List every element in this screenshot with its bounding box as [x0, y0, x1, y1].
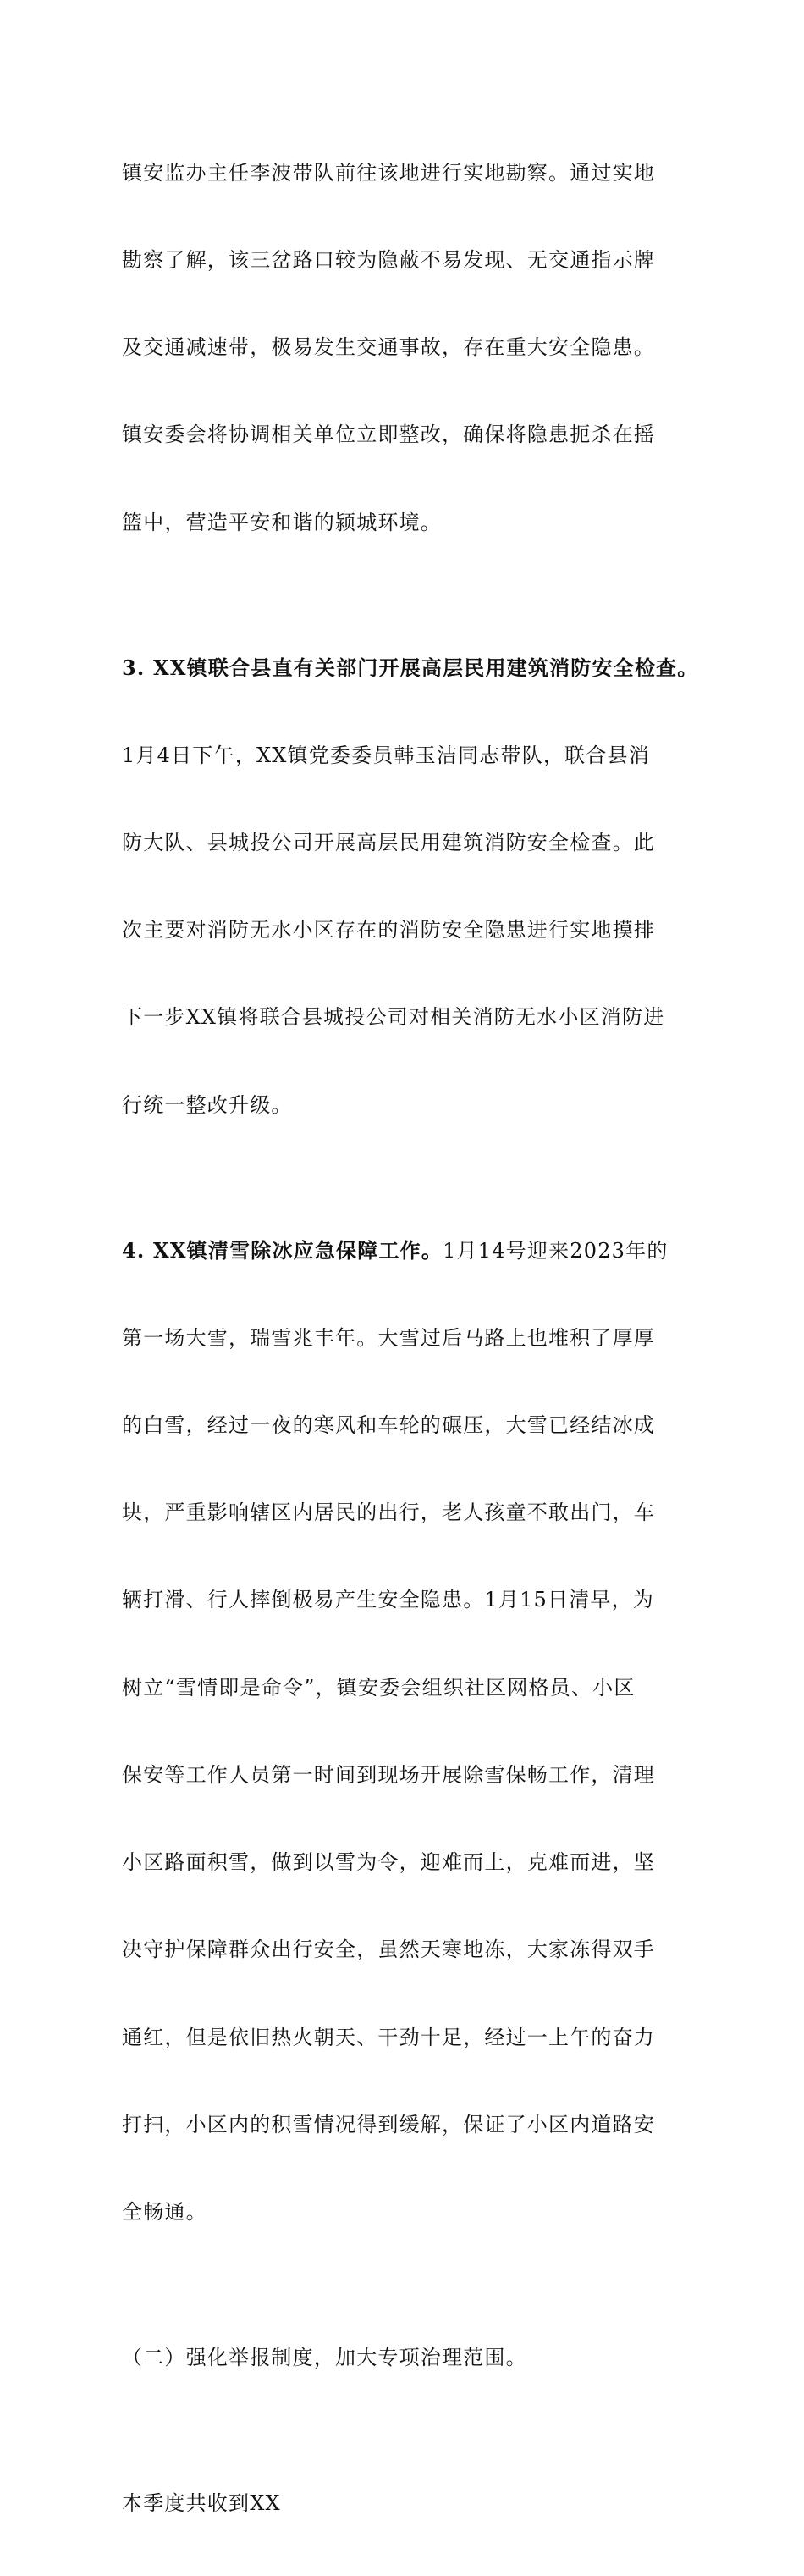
text-line: 镇安监办主任李波带队前往该地进行实地勘察。通过实地: [122, 160, 655, 185]
text-line: 的白雪，经过一夜的寒风和车轮的碾压，大雪已经结冰成: [122, 1413, 655, 1438]
text-line: 块，严重影响辖区内居民的出行，老人孩童不敢出门，车: [122, 1501, 655, 1525]
text-line: 篮中，营造平安和谐的颍城环境。: [122, 510, 442, 534]
subsection-heading: （二）强化举报制度，加大专项治理范围。: [122, 2345, 527, 2369]
text-line: 下一步XX镇将联合县城投公司对相关消防无水小区消防进: [122, 1005, 665, 1030]
text-line: 第一场大雪，瑞雪兆丰年。大雪过后马路上也堆积了厚厚: [122, 1325, 655, 1350]
text-line: 行统一整改升级。: [122, 1092, 293, 1117]
text-line: 全畅通。: [122, 2199, 207, 2224]
text-line: 打扫，小区内的积雪情况得到缓解，保证了小区内道路安: [122, 2112, 655, 2137]
paragraph-fire-safety-check: [122, 595, 699, 1178]
text-line: 防大队、县城投公司开展高层民用建筑消防安全检查。此: [122, 831, 655, 855]
text-line: 小区路面积雪，做到以雪为令，迎难而上，克难而进，坚: [122, 1850, 655, 1875]
paragraph-safety-inspection: [122, 100, 689, 595]
section-heading-4: 4. XX镇清雪除冰应急保障工作。: [122, 1237, 443, 1263]
text-line: 辆打滑、行人摔倒极易产生安全隐患。1月15日清早，为: [122, 1588, 655, 1612]
paragraph-subsection-2: [122, 2285, 689, 2430]
text-line: 次主要对消防无水小区存在的消防安全隐患进行实地摸排: [122, 918, 655, 943]
text-line: 保安等工作人员第一时间到现场开展除雪保畅工作，清理: [122, 1762, 655, 1787]
text-line: 决守护保障群众出行安全，虽然天寒地冻，大家冻得双手: [122, 1938, 655, 1962]
text-run: 1月14号迎来2023年的: [443, 1238, 669, 1263]
text-line: 1月4日下午，XX镇党委委员韩玉洁同志带队，联合县消: [122, 743, 650, 767]
paragraph-snow-removal: [122, 1178, 689, 2285]
first-line-with-heading: [122, 1236, 689, 1265]
paragraph-report-count: [122, 2430, 689, 2576]
text-line: 勘察了解，该三岔路口较为隐蔽不易发现、无交通指示牌: [122, 248, 655, 273]
text-line: 及交通减速带，极易发生交通事故，存在重大安全隐患。: [122, 335, 655, 360]
text-line: 树立“雪情即是命令”，镇安委会组织社区网格员、小区: [122, 1675, 636, 1700]
document-body: [122, 100, 699, 2576]
section-heading-3: 3. XX镇联合县直有关部门开展高层民用建筑消防安全检查。: [122, 655, 699, 680]
text-line: 通红，但是依旧热火朝天、干劲十足，经过一上午的奋力: [122, 2025, 655, 2049]
text-line: 镇安委会将协调相关单位立即整改，确保将隐患扼杀在摇: [122, 423, 655, 447]
text-line: 本季度共收到XX: [122, 2490, 281, 2515]
